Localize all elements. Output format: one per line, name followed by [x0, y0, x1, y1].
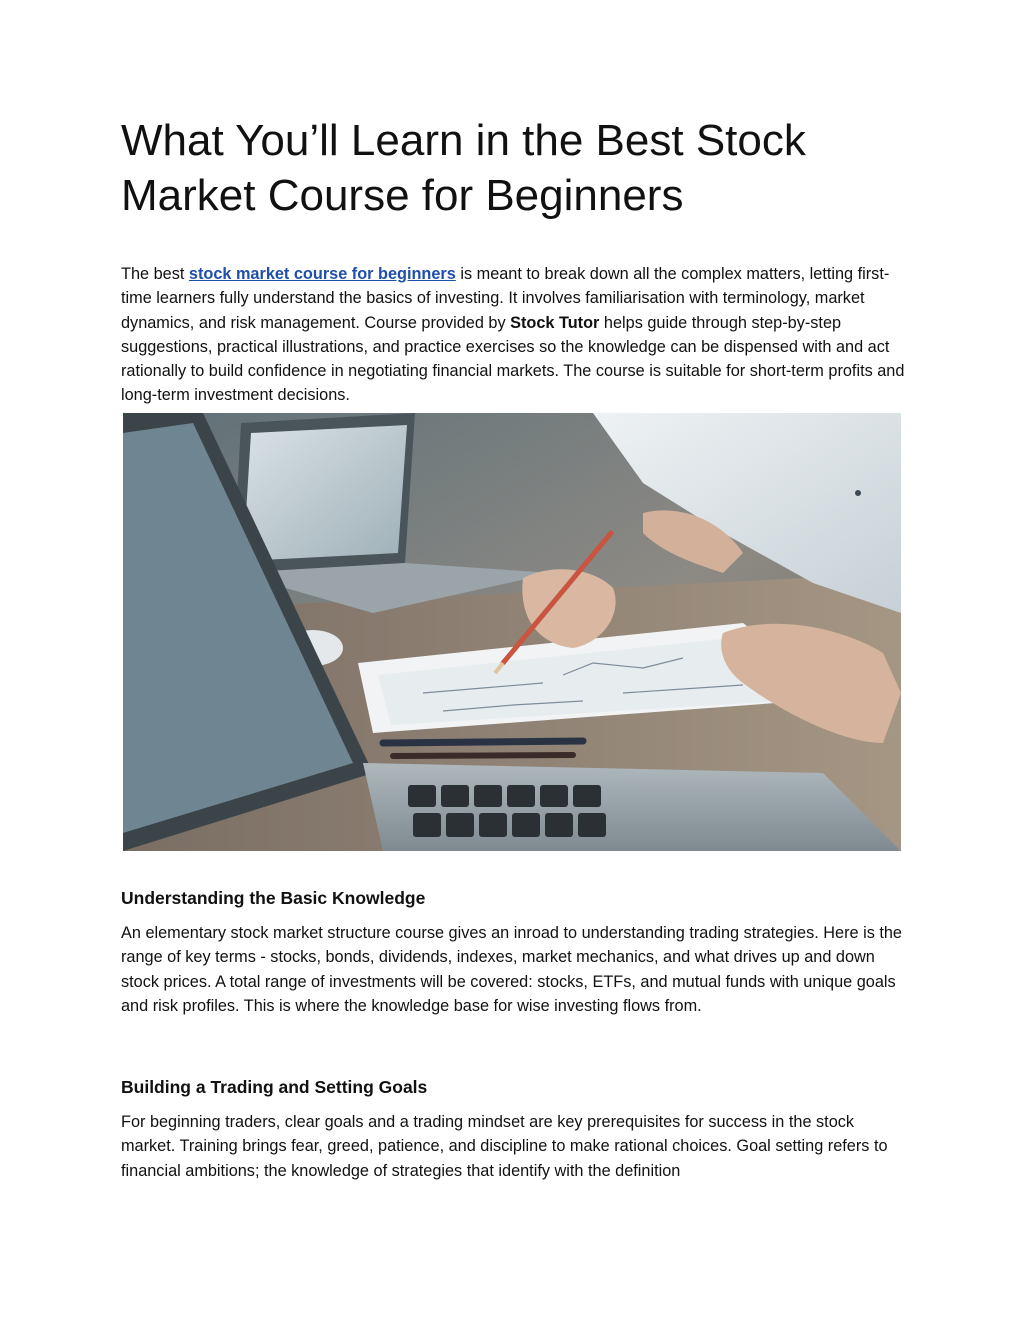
- pen-2: [393, 755, 573, 756]
- brand-name: Stock Tutor: [510, 313, 600, 332]
- title-line-1: What You’ll Learn in the Best Stock: [121, 116, 806, 165]
- pen-1: [383, 741, 583, 743]
- article-photo: [123, 413, 901, 851]
- section-heading-basic-knowledge: Understanding the Basic Knowledge: [121, 888, 426, 908]
- laptop-back-screen: [243, 425, 407, 561]
- intro-paragraph: [121, 262, 911, 408]
- course-link[interactable]: stock market course for beginners: [188, 265, 456, 283]
- laptop-front-base: [363, 763, 901, 851]
- section-body-trading-goals: For beginning traders, clear goals and a trading mindset are key prerequisites for success in the stock market. Training brings fear, greed, patience, and discipline to make rational choices. Goal setting refers to financial ambitions; the knowledge of strategies that identify with the definition: [121, 1113, 888, 1180]
- shirt-button: [855, 490, 861, 496]
- section-heading-trading-goals: Building a Trading and Setting Goals: [121, 1077, 428, 1097]
- page-title: [121, 113, 911, 223]
- intro-text-end: helps guide through step-by-step suggestions, practical illustrations, and practice exercises so the knowledge can be dispensed with and act rationally to build confidence in negotiating financial markets. The course is suitable for short-term profits and long-term investment decisions.: [121, 313, 905, 405]
- photo-illustration: [123, 413, 901, 851]
- intro-text-start: The best: [121, 265, 189, 283]
- intro-text-middle: is meant to break down all the complex matters, letting first-time learners fully understand the basics of investing. It involves familiarisation with terminology, market dynamics, and risk management. Course provided by: [121, 265, 890, 332]
- title-line-2: Market Course for Beginners: [121, 171, 684, 220]
- section-body-basic-knowledge: An elementary stock market structure course gives an inroad to understanding trading strategies. Here is the range of key terms - stocks, bonds, dividends, indexes, market mechanics, and what drives up and down stock prices. A total range of investments will be covered: stocks, ETFs, and mutual funds with unique goals and risk profiles. This is where the knowledge base for wise investing flows from.: [121, 924, 902, 1015]
